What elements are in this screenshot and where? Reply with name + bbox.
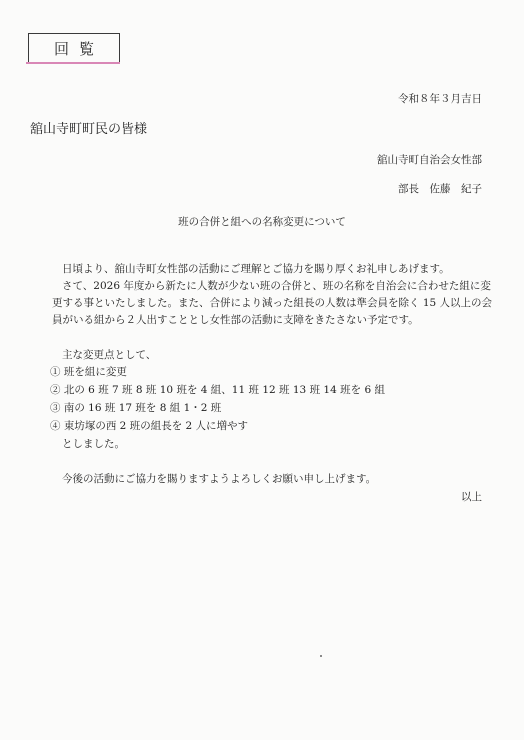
document-subject: 班の合併と組への名称変更について — [178, 216, 346, 228]
closing-request: 今後の活動にご協力を賜りますようよろしくお願い申し上げます。 — [62, 473, 377, 485]
addressee: 舘山寺町町民の皆様 — [30, 122, 148, 137]
change-item-text: 南の 16 班 17 班を 8 組 1・2 班 — [63, 402, 222, 414]
changes-outro: としました。 — [62, 438, 125, 450]
body-paragraph-2-line-3: 員がいる組から２人出すこととし女性部の活動に支障をきたさない予定です。 — [52, 314, 419, 326]
change-item-marker: ① — [50, 366, 61, 378]
changes-intro: 主な変更点として、 — [62, 349, 157, 361]
change-item — [50, 365, 127, 379]
sender-organization: 舘山寺町自治会女性部 — [377, 154, 482, 166]
change-item — [50, 419, 248, 433]
change-item-marker: ④ — [50, 420, 61, 432]
body-paragraph-2-line-1: さて、2026 年度から新たに人数が少ない班の合併と、班の名称を自治会に合わせた組に変 — [62, 280, 491, 292]
change-item-text: 班を組に変更 — [63, 366, 127, 378]
change-item-text: 北の 6 班 7 班 8 班 10 班を 4 組、11 班 12 班 13 班 14 班を 6 組 — [63, 384, 385, 396]
change-item — [50, 401, 221, 415]
change-item-marker: ② — [50, 384, 61, 396]
sender-name: 部長 佐藤 紀子 — [398, 183, 482, 195]
body-paragraph-2-line-2: 更する事といたしました。また、合併により減った組長の人数は準会員を除く 15 人以上の会 — [52, 297, 493, 309]
body-paragraph-1-line-1: 日頃より、舘山寺町女性部の活動にご理解とご協力を賜り厚くお礼申しあげます。 — [62, 263, 450, 275]
change-item-marker: ③ — [50, 402, 61, 414]
circulation-stamp-label: 回覧 — [53, 39, 104, 58]
scan-speck — [320, 655, 322, 657]
change-item-text: 東坊塚の西 2 班の組長を 2 人に増やす — [63, 420, 249, 432]
change-item — [50, 383, 385, 397]
stamp-underline — [26, 62, 120, 64]
closing-end-mark: 以上 — [461, 491, 482, 503]
circulation-stamp — [28, 33, 120, 63]
document-date: 令和８年３月吉日 — [398, 93, 482, 105]
